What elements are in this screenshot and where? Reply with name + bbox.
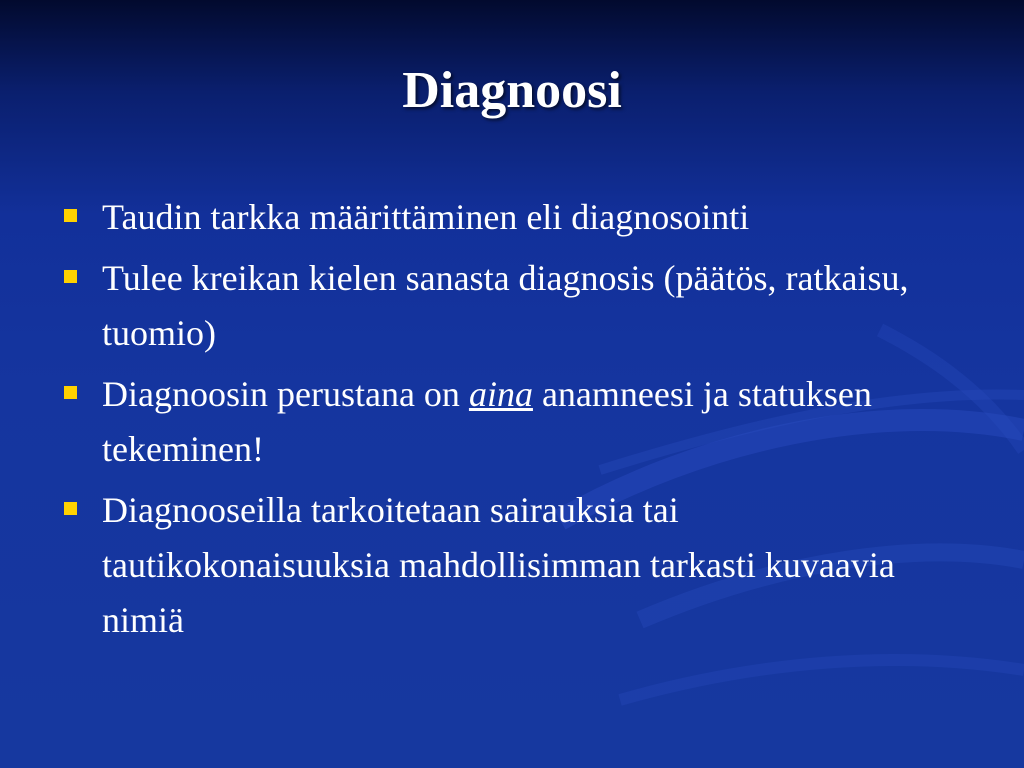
bullet-text: Diagnooseilla tarkoitetaan sairauksia tai tautikokonaisuuksia mahdollisimman tarkasti kuvaavia nimiä — [102, 490, 895, 640]
bullet-list — [62, 190, 942, 654]
bullet-text: Tulee kreikan kielen sanasta diagnosis (päätös, ratkaisu, tuomio) — [102, 258, 909, 353]
emphasis-word: aina — [468, 374, 533, 414]
bullet-text: Taudin tarkka määrittäminen eli diagnosointi — [102, 197, 750, 237]
yellow-square-bullet-icon — [64, 209, 77, 222]
list-item — [62, 190, 942, 245]
slide-title: Diagnoosi — [402, 62, 622, 119]
list-item — [62, 251, 942, 361]
bullet-text-start: Diagnoosin perustana on — [102, 374, 469, 414]
yellow-square-bullet-icon — [64, 270, 77, 283]
bullet-text-end: anamneesi ja statuksen tekeminen! — [102, 374, 872, 469]
list-item — [62, 367, 942, 477]
yellow-square-bullet-icon — [64, 502, 77, 515]
yellow-square-bullet-icon — [64, 386, 77, 399]
list-item — [62, 483, 942, 648]
